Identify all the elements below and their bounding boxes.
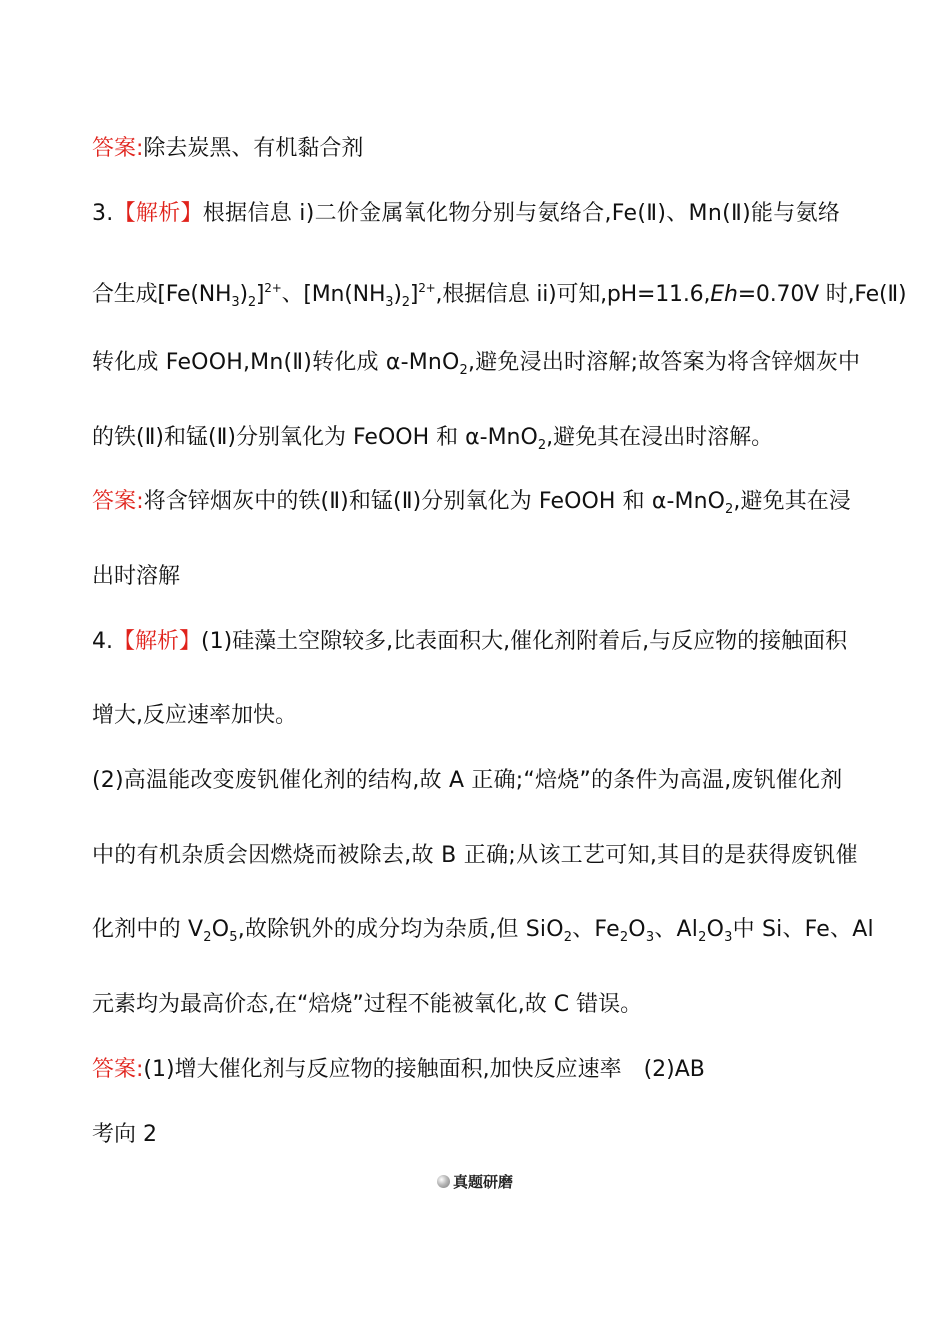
analysis-4-line-1: 4.【解析】(1)硅藻土空隙较多,比表面积大,催化剂附着后,与反应物的接触面积 xyxy=(92,629,848,654)
footer-logo xyxy=(0,1171,950,1192)
analysis-3-line-3: 转化成 FeOOH,Mn(Ⅱ)转化成 α-MnO$_2$,避免浸出时溶解;故答案为将含锌烟灰中 xyxy=(92,350,861,378)
answer-line-3-2: 出时溶解 xyxy=(92,564,181,589)
analysis-3-line-2: 合生成$[Fe(NH_3)_2]^{2+}$、$[Mn(NH_3)_2]^{2+}$,根据信息 ii)可知,pH=11.6,Eh=0.70V 时,Fe(Ⅱ) xyxy=(92,281,907,310)
disc-icon xyxy=(437,1175,450,1188)
section-heading: 考向 2 xyxy=(92,1122,157,1147)
analysis-4-line-4: 中的有机杂质会因燃烧而被除去,故 B 正确;从该工艺可知,其目的是获得废钒催 xyxy=(92,843,858,868)
answer-label: 答案: xyxy=(92,136,144,161)
analysis-4-line-3: (2)高温能改变废钒催化剂的结构,故 A 正确;“焙烧”的条件为高温,废钒催化剂 xyxy=(92,768,843,793)
analysis-tag: 【解析】 xyxy=(113,629,202,654)
answer-line-3-1: 答案:将含锌烟灰中的铁(Ⅱ)和锰(Ⅱ)分别氧化为 FeOOH 和 α-MnO$_2$,避免其在浸 xyxy=(92,489,851,517)
answer-label: 答案: xyxy=(92,1057,144,1082)
analysis-tag: 【解析】 xyxy=(113,201,203,226)
answer-line-4: 答案:(1)增大催化剂与反应物的接触面积,加快反应速率 (2)AB xyxy=(92,1057,705,1082)
answer-label: 答案: xyxy=(92,489,144,514)
analysis-4-line-2: 增大,反应速率加快。 xyxy=(92,703,297,728)
analysis-3-line-4: 的铁(Ⅱ)和锰(Ⅱ)分别氧化为 FeOOH 和 α-MnO$_2$,避免其在浸出时溶解。 xyxy=(92,425,774,453)
answer-line-1: 答案:除去炭黑、有机黏合剂 xyxy=(92,136,364,161)
analysis-3-line-1: 3.【解析】根据信息 i)二价金属氧化物分别与氨络合,Fe(Ⅱ)、Mn(Ⅱ)能与氨络 xyxy=(92,201,841,226)
analysis-4-line-5: 化剂中的 $V_2O_5$,故除钒外的成分均为杂质,但 SiO$_2$、$Fe_2O_3$、$Al_2O_3$中 Si、Fe、Al xyxy=(92,917,874,945)
footer-text: 真题研磨 xyxy=(452,1173,513,1191)
analysis-4-line-6: 元素均为最高价态,在“焙烧”过程不能被氧化,故 C 错误。 xyxy=(92,992,643,1017)
